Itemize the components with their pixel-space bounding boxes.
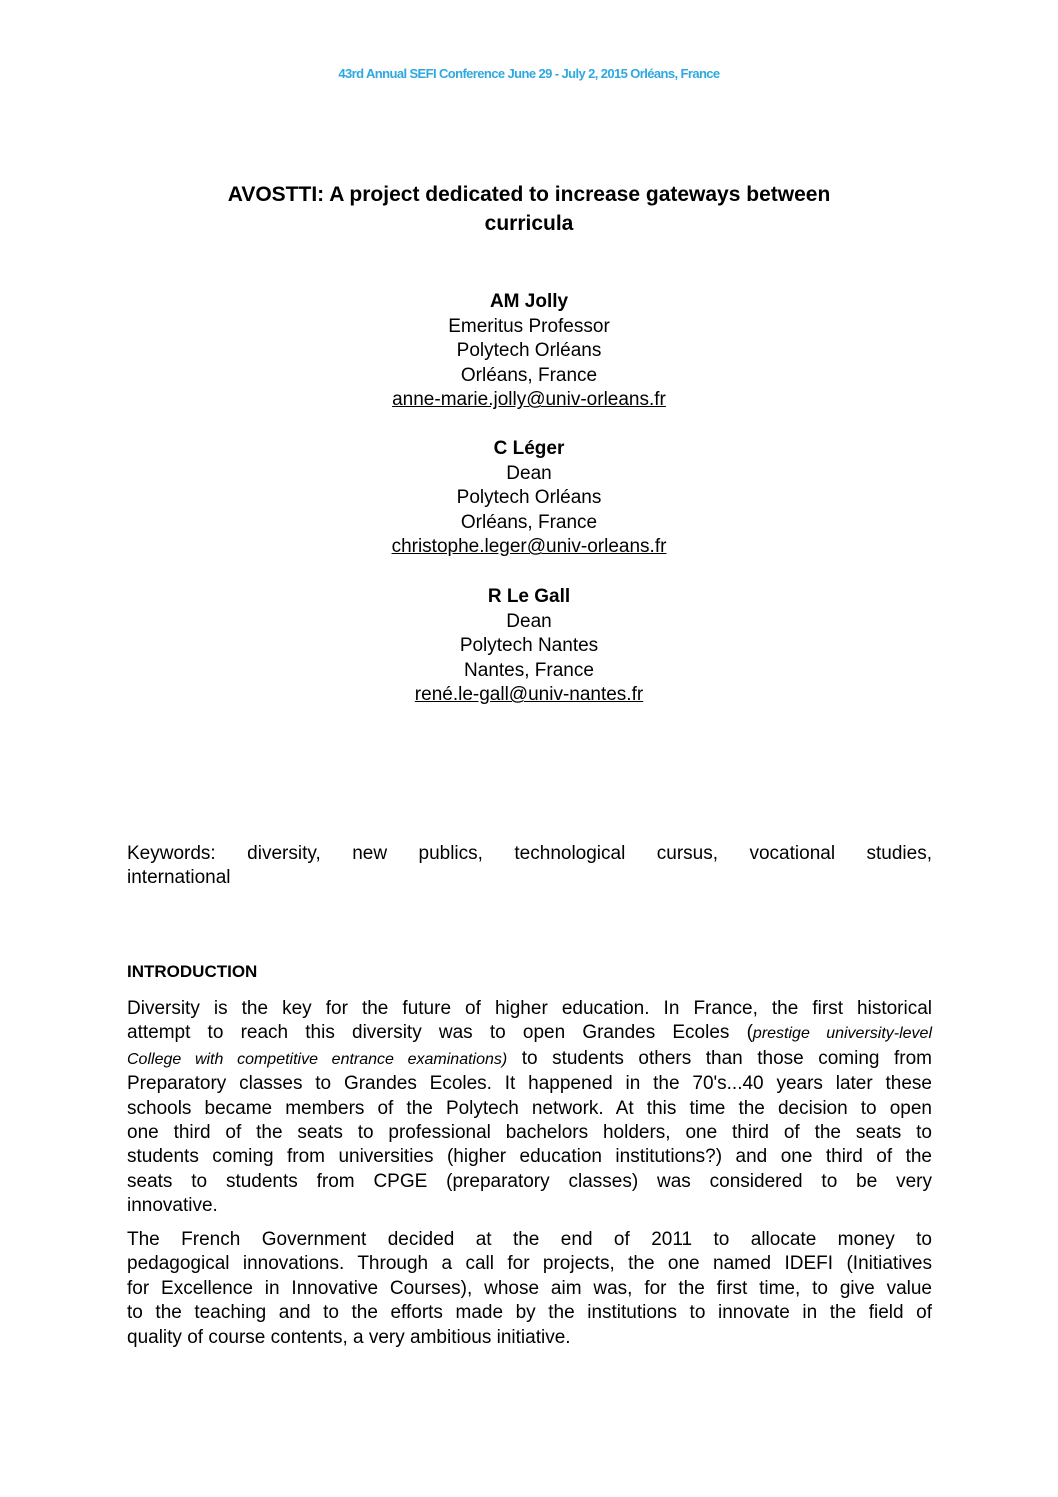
paragraph-line: to the teaching and to the efforts made by the institutions to innovate in the field of [127,1302,932,1324]
author-institution: Polytech Orléans [456,340,602,362]
paragraph-text: attempt to reach this diversity was to open Grandes Ecoles ( [127,1022,753,1044]
running-header: 43rd Annual SEFI Conference June 29 - July 2, 2015 Orléans, France [338,66,720,81]
author-block-jolly [229,290,829,413]
author-name: C Léger [493,438,565,459]
author-location: Orléans, France [460,511,598,533]
paragraph-line: schools became members of the Polytech network. At this time the decision to open [127,1097,932,1119]
paragraph-line: Diversity is the key for the future of higher education. In France, the first historical [127,998,932,1019]
author-block-leger [229,437,829,560]
author-location: Orléans, France [460,364,598,386]
author-institution: Polytech Nantes [459,635,599,657]
paragraph-line: one third of the seats to professional bachelors holders, one third of the seats to [127,1122,932,1144]
paragraph-line: for Excellence in Innovative Courses), whose aim was, for the first time, to give value [127,1277,932,1299]
paragraph-line [127,1021,932,1046]
author-email-link[interactable]: christophe.leger@univ-orleans.fr [391,536,667,558]
keywords [127,842,932,891]
keywords-line-2: international [127,867,231,889]
introduction-paragraph-2 [127,1228,932,1350]
paragraph-line: The French Government decided at the end of 2011 to allocate money to [127,1229,932,1250]
paragraph-line: pedagogical innovations. Through a call for projects, the one named IDEFI (Initiatives [127,1253,932,1275]
author-role: Emeritus Professor [448,315,610,337]
paragraph-line [127,1047,932,1072]
paragraph-text: to students others than those coming from [507,1047,932,1069]
paragraph-line: students coming from universities (higher education institutions?) and one third of the [127,1146,932,1168]
paragraph-italic-text: College with competitive entrance examinations) [127,1050,508,1068]
author-block-le-gall [229,585,829,708]
introduction-paragraph-1 [127,997,932,1219]
paper-title-line-1: AVOSTTI: A project dedicated to increase gateways between [227,183,831,206]
author-institution: Polytech Orléans [456,487,602,509]
paragraph-line: Preparatory classes to Grandes Ecoles. It happened in the 70's...40 years later these [127,1073,932,1095]
author-location: Nantes, France [464,659,594,681]
paper-title-line-2: curricula [484,212,574,235]
paragraph-line: innovative. [127,1195,218,1217]
author-email-link[interactable]: rené.le-gall@univ-nantes.fr [414,684,644,706]
author-email-link[interactable]: anne-marie.jolly@univ-orleans.fr [392,389,666,411]
keywords-line-1: Keywords: diversity, new publics, technological cursus, vocational studies, [127,843,932,864]
author-role: Dean [506,462,552,484]
author-name: R Le Gall [487,586,571,607]
paper-title [120,180,938,238]
paragraph-line: quality of course contents, a very ambitious initiative. [127,1326,571,1348]
author-role: Dean [506,610,552,632]
paragraph-line: seats to students from CPGE (preparatory classes) was considered to be very [127,1170,932,1192]
section-heading-introduction: INTRODUCTION [127,962,258,981]
paragraph-italic-text: prestige university-level [752,1025,933,1043]
author-name: AM Jolly [489,291,569,312]
